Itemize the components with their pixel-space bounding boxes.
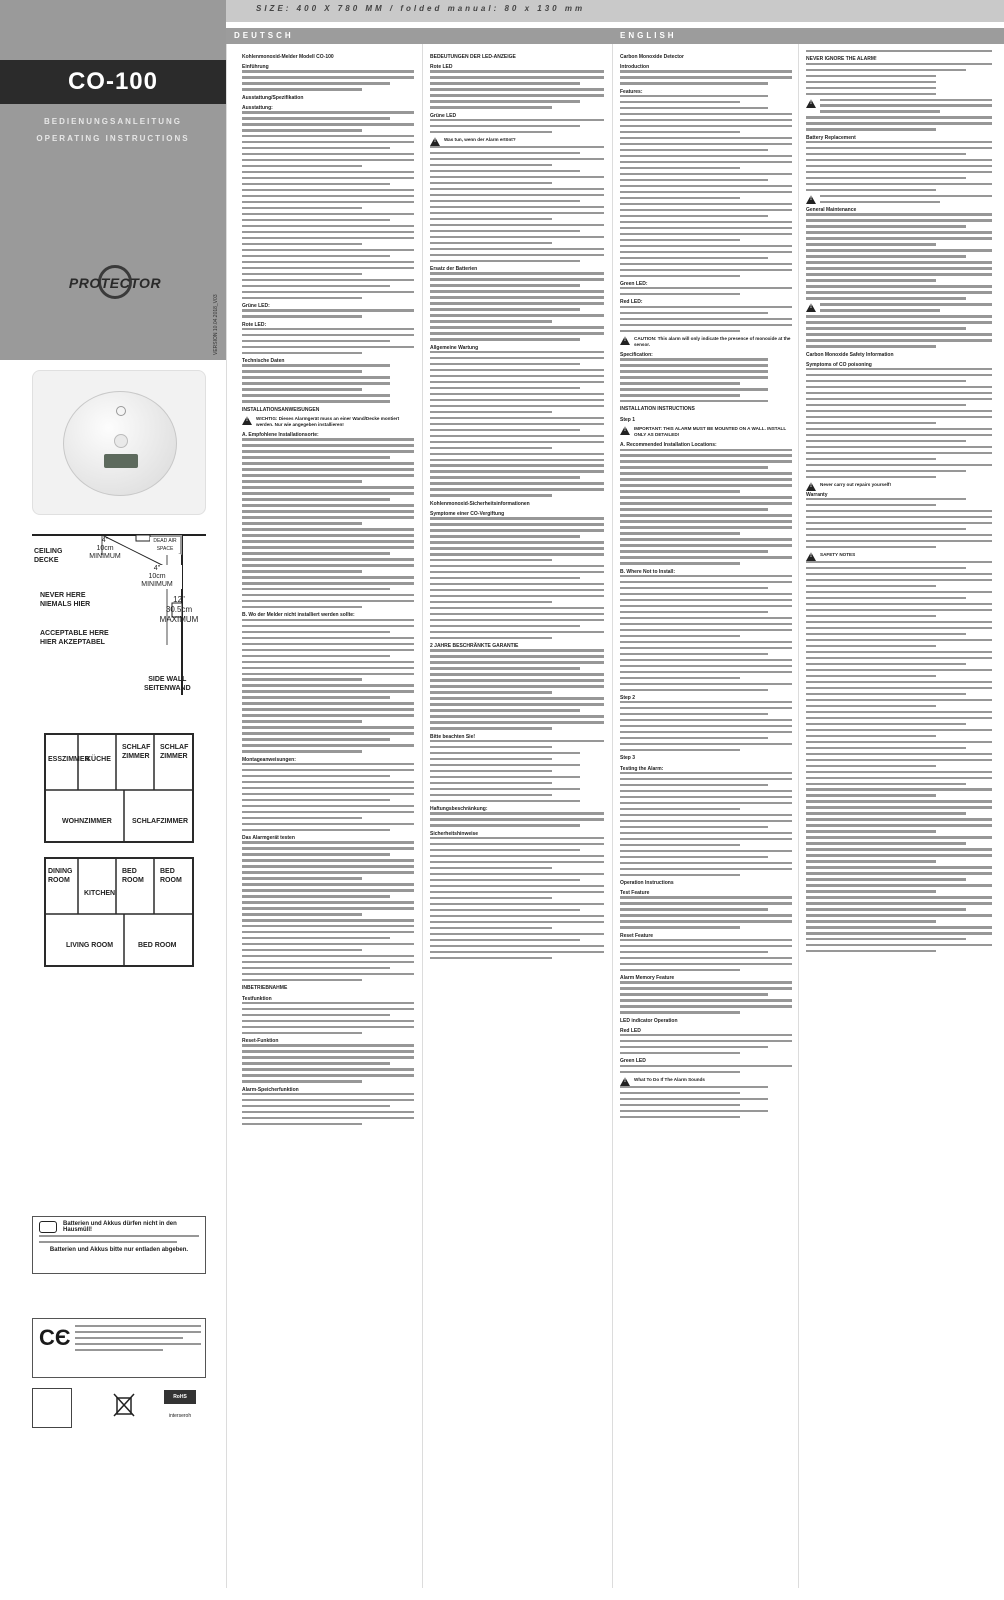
logo-mark-icon <box>116 406 126 416</box>
dim-mid-in: 4" <box>153 565 161 572</box>
col2-title: BEDEUTUNGEN DER LED-ANZEIGE <box>430 54 516 60</box>
col2-sicher-heading: Sicherheitshinweise <box>430 830 479 837</box>
col3-important <box>620 426 792 438</box>
col2-gruen-heading: Grüne LED <box>430 112 457 119</box>
warning-icon <box>620 1077 630 1086</box>
col4-general-heading: General Maintenance <box>806 207 857 214</box>
col4-repairs-heading: Never carry out repairs yourself! <box>820 481 891 487</box>
col1-inbetrieb-heading: INBETRIEBNAHME <box>242 985 288 992</box>
col4-battery-heading: Battery Replacement <box>806 134 856 141</box>
dim-max-cm: 30.5cm <box>165 605 193 614</box>
col3-green-heading: Green LED: <box>620 280 648 287</box>
col2-garantie-text <box>430 649 604 729</box>
room-kueche: KÜCHE <box>86 756 111 763</box>
col4-caution-2-text <box>820 195 992 203</box>
col3-green-text <box>620 287 792 295</box>
column-divider <box>612 28 613 1588</box>
column-divider <box>422 28 423 1588</box>
acceptable-label <box>40 629 109 647</box>
side-wall-text: SIDE WALL <box>148 676 187 683</box>
col1-warning-text: WICHTIG: Dieses Alarmgerät muss an einer Wand/Decke montiert werden. Nur wie angegeben installieren! <box>256 415 400 428</box>
col3-spec-text <box>620 358 792 402</box>
ce-text <box>75 1325 201 1355</box>
caution-icon <box>806 195 816 204</box>
col4-intro-text <box>806 50 992 52</box>
floorplan-en <box>44 857 194 967</box>
protector-logo <box>60 265 170 305</box>
col4-notes-text <box>806 561 992 952</box>
col3-a-heading: A. Recommended Installation Locations: <box>620 442 717 449</box>
col1-testfunk-text <box>242 1002 414 1034</box>
col3-red-heading: Red LED: <box>620 299 643 306</box>
col4-safety-heading: Carbon Monoxide Safety Information <box>806 351 894 358</box>
column-en-1 <box>620 50 792 1122</box>
col1-rot-heading: Rote LED: <box>242 321 267 328</box>
subtitle-en: OPERATING INSTRUCTIONS <box>36 134 190 143</box>
dim-mid-min: MINIMUM <box>141 581 173 588</box>
col4-household-text <box>806 315 992 347</box>
col1-reset-text <box>242 1044 414 1082</box>
room-bed2: BED ROOM <box>160 868 182 884</box>
col4-warranty-text <box>806 498 992 548</box>
compliance-icons <box>32 1388 206 1428</box>
never-here-text: NEVER HERE <box>40 592 86 599</box>
model-title: CO-100 <box>0 60 226 104</box>
col3-whattodo <box>620 1077 792 1083</box>
interseroh-logo: interseroh <box>168 1413 192 1419</box>
placement-diagram <box>32 525 206 695</box>
col1-install-heading: INSTALLATIONSANWEISUNGEN <box>242 406 320 413</box>
col4-never-heading: NEVER IGNORE THE ALARM! <box>806 56 877 63</box>
caution-icon <box>620 336 630 345</box>
col1-reset-heading: Reset-Funktion <box>242 1038 279 1045</box>
col3-testing-text <box>620 772 792 876</box>
col3-red-text <box>620 306 792 332</box>
col3-greenled-heading: Green LED <box>620 1058 646 1065</box>
col2-ersatz-heading: Ersatz der Batterien <box>430 266 478 273</box>
col1-speicher-heading: Alarm-Speicherfunktion <box>242 1086 299 1093</box>
col1-a-text <box>242 438 414 608</box>
col3-a-text <box>620 449 792 565</box>
size-text: SIZE: 400 X 780 MM / folded manual: 80 x 130 mm <box>256 4 586 13</box>
warning-icon <box>806 303 816 312</box>
col4-warranty-heading: Warranty <box>806 491 828 498</box>
col3-step2-heading: Step 2 <box>620 694 636 701</box>
ceiling-text-de: DECKE <box>34 557 59 564</box>
col3-whattodo-heading: What To Do If The Alarm Sounds <box>634 1076 705 1082</box>
col4-symptoms-heading: Symptoms of CO poisoning <box>806 361 872 368</box>
col2-rot-text <box>430 70 604 108</box>
battery-bold: Batterien und Akkus bitte nur entladen abgeben. <box>49 1246 189 1253</box>
col2-bitte-heading: Bitte beachten Sie! <box>430 733 476 740</box>
col3-redled-heading: Red LED <box>620 1027 641 1034</box>
col1-ausst-list <box>242 111 414 299</box>
header-deutsch: DEUTSCH <box>226 28 612 44</box>
col2-garantie-heading: 2 JAHRE BESCHRÄNKTE GARANTIE <box>430 643 519 650</box>
dim-top-in: 4" <box>101 537 109 544</box>
room-schlaf1: SCHLAF ZIMMER <box>122 744 151 760</box>
side-wall-text-de: SEITENWAND <box>144 685 191 692</box>
col2-alarm-heading: Was tun, wenn der Alarm ertönt? <box>444 136 516 142</box>
lcd-display <box>104 454 138 468</box>
col2-wartung-heading: Allgemeine Wartung <box>430 344 479 351</box>
col1-gruen-heading: Grüne LED: <box>242 303 270 310</box>
warning-icon <box>430 137 440 146</box>
col1-b-heading: B. Wo der Melder nicht installiert werden sollte: <box>242 612 355 619</box>
room-schlafzimmer: SCHLAFZIMMER <box>132 818 188 825</box>
col1-warning <box>242 416 414 428</box>
battery-disposal-box <box>32 1216 206 1274</box>
col3-step3-heading: Step 3 <box>620 755 636 762</box>
col1-mont-heading: Montageanweisungen: <box>242 756 296 763</box>
col3-greenled-text <box>620 1065 792 1073</box>
col3-ledop-heading: LED indicator Operation <box>620 1017 678 1024</box>
column-de-1 <box>242 50 414 1129</box>
col2-gruen-text <box>430 119 604 133</box>
col1-title: Kohlenmonoxid-Melder Modell CO-100 <box>242 54 334 60</box>
warning-icon <box>806 482 816 491</box>
warning-icon <box>806 552 816 561</box>
col2-rot-heading: Rote LED <box>430 64 453 71</box>
col3-whattodo-text <box>620 1086 792 1118</box>
ce-mark-icon: CЄ <box>39 1325 71 1350</box>
col1-rot-text <box>242 328 414 354</box>
room-bedroom: BED ROOM <box>138 942 177 949</box>
floorplan-de <box>44 733 194 843</box>
co-detector-image <box>63 391 177 496</box>
col2-info-heading: Kohlenmonoxid-Sicherheitsinformationen <box>430 500 530 507</box>
brand-name: PROTECTOR <box>68 275 162 291</box>
col3-step2-text <box>620 701 792 751</box>
col2-symptom-heading: Symptome einer CO-Vergiftung <box>430 511 505 517</box>
col3-title: Carbon Monoxide Detector <box>620 54 684 60</box>
column-divider <box>798 28 799 1588</box>
col4-fire-text <box>806 116 992 130</box>
col1-intro-text <box>242 70 414 90</box>
col1-spec-heading: Ausstattung/Spezifikation <box>242 94 304 101</box>
dead-air-label: DEAD AIR SPACE <box>150 537 180 553</box>
col1-b-text <box>242 619 414 753</box>
col3-install-heading: INSTALLATION INSTRUCTIONS <box>620 406 695 413</box>
room-kitchen: KITCHEN <box>84 890 116 897</box>
subtitle-de: BEDIENUNGSANLEITUNG <box>43 117 182 126</box>
product-photo <box>32 370 206 515</box>
rohs-badge: RoHS <box>164 1390 196 1404</box>
col3-intro-text <box>620 70 792 84</box>
ce-declaration-box <box>32 1318 206 1378</box>
col3-spec-heading: Specification: <box>620 352 653 358</box>
col2-alarm-warning <box>430 137 604 143</box>
col4-battery-text <box>806 141 992 191</box>
col4-warning-1 <box>806 303 992 311</box>
col2-symptom-text <box>430 517 604 639</box>
room-living: LIVING ROOM <box>66 942 114 949</box>
col3-intro-heading: Introduction <box>620 64 650 71</box>
warning-icon <box>620 426 630 435</box>
room-wohnzimmer: WOHNZIMMER <box>62 818 112 825</box>
room-schlaf2: SCHLAF ZIMMER <box>160 744 189 760</box>
room-esszimmer: ESSZIMMER <box>48 756 90 763</box>
col3-testfeat-heading: Test Feature <box>620 890 650 897</box>
column-en-2 <box>806 50 992 956</box>
col3-memory-text <box>620 981 792 1013</box>
col2-haftung-text <box>430 812 604 826</box>
battery-body <box>39 1235 199 1243</box>
col3-features-list <box>620 95 792 277</box>
version-code: VERSION 10.04.2018_V03 <box>213 294 219 355</box>
col1-test-heading: Das Alarmgerät testen <box>242 835 295 842</box>
col2-sicher-text <box>430 837 604 959</box>
col3-resetfeat-heading: Reset Feature <box>620 932 654 939</box>
caution-icon <box>806 99 816 108</box>
col2-bitte-text <box>430 740 604 802</box>
ceiling-text: CEILING <box>34 548 63 555</box>
col1-gruen-text <box>242 309 414 317</box>
column-de-2 <box>430 50 604 963</box>
col3-step1-heading: Step 1 <box>620 416 636 423</box>
dim-mid <box>132 565 182 589</box>
cover-panel <box>0 0 226 360</box>
ceiling-label <box>34 547 62 565</box>
col2-haftung-heading: Haftungsbeschränkung: <box>430 806 488 813</box>
col1-tech-heading: Technische Daten <box>242 358 285 365</box>
col3-testing-heading: Testing the Alarm: <box>620 765 664 772</box>
col1-mont-text <box>242 763 414 831</box>
col1-a-heading: A. Empfohlene Installationsorte: <box>242 432 319 439</box>
dim-top-cm: 10cm <box>96 545 114 552</box>
test-button-icon <box>114 434 128 448</box>
col2-wartung-text <box>430 351 604 497</box>
col4-general-text <box>806 213 992 299</box>
col2-alarm-text <box>430 146 604 262</box>
col1-speicher-text <box>242 1093 414 1125</box>
col3-opinst-heading: Operation Instructions <box>620 879 674 886</box>
col1-testfunk-heading: Testfunktion <box>242 995 272 1002</box>
dim-max-in: 12" <box>173 595 185 604</box>
importer-stamp-icon <box>32 1388 72 1428</box>
size-bar <box>226 0 1004 22</box>
dim-max <box>152 595 206 625</box>
col1-tech-text <box>242 364 414 402</box>
col3-b-heading: B. Where Not to Install: <box>620 568 675 575</box>
col4-symptoms-text <box>806 368 992 478</box>
col4-never-text <box>806 63 992 95</box>
dim-max-label: MAXIMUM <box>159 615 199 624</box>
warning-icon <box>242 416 252 425</box>
col3-memory-heading: Alarm Memory Feature <box>620 975 675 982</box>
battery-icon <box>39 1221 57 1233</box>
col4-caution-2 <box>806 195 992 203</box>
battery-title: Batterien und Akkus dürfen nicht in den Hausmüll! <box>63 1221 177 1233</box>
col3-b-text <box>620 575 792 691</box>
col4-repairs <box>806 482 992 488</box>
col3-resetfeat-text <box>620 939 792 971</box>
weee-bin-icon <box>112 1392 136 1418</box>
dim-top <box>82 537 128 561</box>
col3-important-text: IMPORTANT: THIS ALARM MUST BE MOUNTED ON A WALL. INSTALL ONLY AS DETAILED! <box>634 425 787 438</box>
col4-safety-notes <box>806 552 992 558</box>
room-dining: DINING ROOM <box>48 868 73 884</box>
never-here-label <box>40 591 90 609</box>
col3-caution <box>620 336 792 348</box>
col1-intro-heading: Einführung <box>242 64 269 71</box>
side-wall-label <box>144 675 191 693</box>
header-english: ENGLISH <box>612 28 1004 44</box>
col2-ersatz-text <box>430 272 604 340</box>
col1-test-text <box>242 841 414 981</box>
dim-top-min: MINIMUM <box>89 553 121 560</box>
col4-notes-heading: SAFETY NOTES <box>820 551 856 557</box>
col3-features-heading: Features: <box>620 88 643 95</box>
col1-ausst-heading: Ausstattung: <box>242 104 273 111</box>
column-divider <box>226 28 227 1588</box>
col3-caution-text: CAUTION: This alarm will only indicate the presence of monoxide at the sensor. <box>634 335 791 347</box>
col4-warning-1-text <box>820 303 992 311</box>
acceptable-text: ACCEPTABLE HERE <box>40 630 109 637</box>
room-bed1: BED ROOM <box>122 868 144 884</box>
col4-caution-1-text <box>820 99 992 113</box>
col4-caution-1 <box>806 99 992 113</box>
col3-testfeat-text <box>620 896 792 928</box>
dim-mid-cm: 10cm <box>148 573 166 580</box>
acceptable-text-de: HIER AKZEPTABEL <box>40 639 105 646</box>
col3-redled-text <box>620 1034 792 1054</box>
never-here-text-de: NIEMALS HIER <box>40 601 91 608</box>
